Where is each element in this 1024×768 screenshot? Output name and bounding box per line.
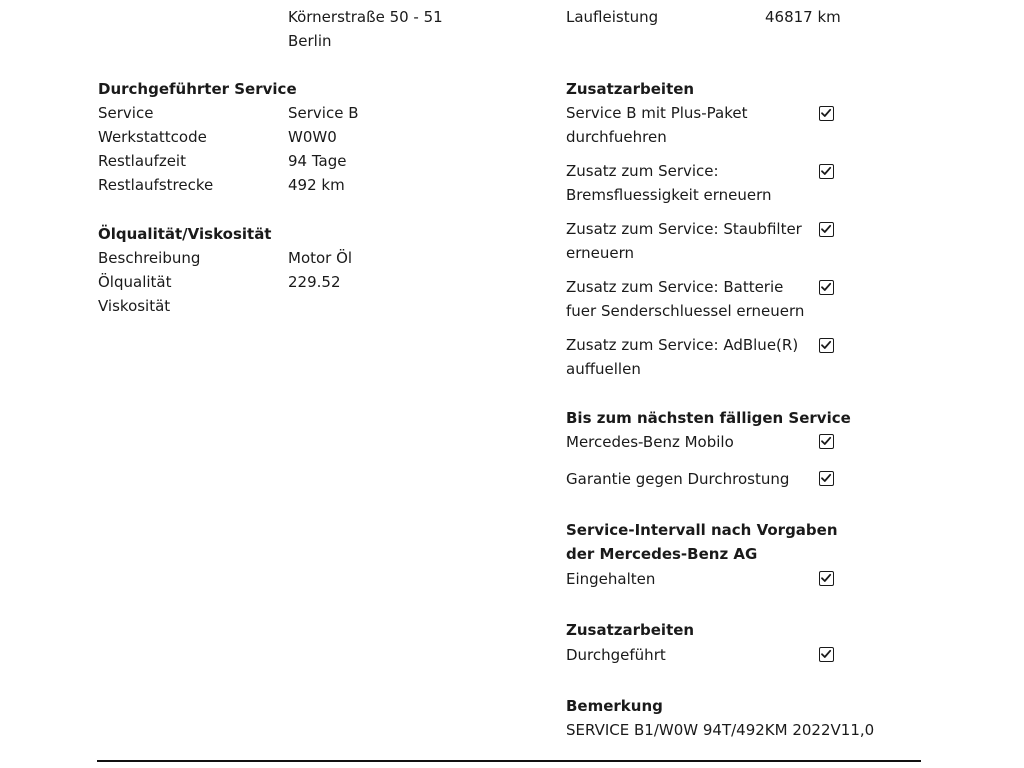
checkbox-checked-icon[interactable]	[819, 571, 834, 586]
oil-description-label: Beschreibung	[98, 249, 201, 267]
checkbox-checked-icon[interactable]	[819, 647, 834, 662]
additional-work-item: Zusatz zum Service: Bremsfluessigkeit erneuern	[566, 162, 772, 204]
next-service-item: Garantie gegen Durchrostung	[566, 470, 790, 488]
address-city: Berlin	[288, 32, 332, 50]
viscosity-label: Viskosität	[98, 297, 171, 315]
checkbox-checked-icon[interactable]	[819, 471, 834, 486]
address-street: Körnerstraße 50 - 51	[288, 8, 443, 26]
checkbox-checked-icon[interactable]	[819, 106, 834, 121]
checkbox-checked-icon[interactable]	[819, 434, 834, 449]
checkbox-checked-icon[interactable]	[819, 222, 834, 237]
next-service-item: Mercedes-Benz Mobilo	[566, 433, 734, 451]
interval-heading: Service-Intervall nach Vorgaben der Mercedes-Benz AG	[566, 521, 838, 563]
additional-work-item: Service B mit Plus-Paket durchfuehren	[566, 104, 748, 146]
checkbox-checked-icon[interactable]	[819, 338, 834, 353]
remark-heading: Bemerkung	[566, 697, 663, 715]
workshop-code-value: W0W0	[288, 128, 337, 146]
additional-work-item: Zusatz zum Service: Staubfilter erneuern	[566, 220, 802, 262]
additional-work-item: Zusatz zum Service: Batterie fuer Senderschluessel erneuern	[566, 278, 805, 320]
service-value: Service B	[288, 104, 359, 122]
remaining-distance-value: 492 km	[288, 176, 345, 194]
oil-heading: Ölqualität/Viskosität	[98, 225, 272, 243]
remaining-distance-label: Restlaufstrecke	[98, 176, 214, 194]
checkbox-checked-icon[interactable]	[819, 164, 834, 179]
service-performed-heading: Durchgeführter Service	[98, 80, 297, 98]
oil-description-value: Motor Öl	[288, 249, 353, 267]
remaining-time-value: 94 Tage	[288, 152, 347, 170]
additional-work-2-item: Durchgeführt	[566, 646, 666, 664]
bottom-divider	[97, 760, 921, 762]
checkbox-checked-icon[interactable]	[819, 280, 834, 295]
mileage-value: 46817 km	[765, 8, 841, 26]
remark-text: SERVICE B1/W0W 94T/492KM 2022V11,0	[566, 721, 875, 739]
additional-work-2-heading: Zusatzarbeiten	[566, 621, 695, 639]
interval-item: Eingehalten	[566, 570, 656, 588]
service-label: Service	[98, 104, 154, 122]
additional-work-heading: Zusatzarbeiten	[566, 80, 695, 98]
mileage-label: Laufleistung	[566, 8, 659, 26]
workshop-code-label: Werkstattcode	[98, 128, 207, 146]
oil-quality-label: Ölqualität	[98, 273, 172, 291]
oil-quality-value: 229.52	[288, 273, 341, 291]
remaining-time-label: Restlaufzeit	[98, 152, 186, 170]
next-service-heading: Bis zum nächsten fälligen Service	[566, 409, 851, 427]
additional-work-item: Zusatz zum Service: AdBlue(R) auffuellen	[566, 336, 799, 378]
